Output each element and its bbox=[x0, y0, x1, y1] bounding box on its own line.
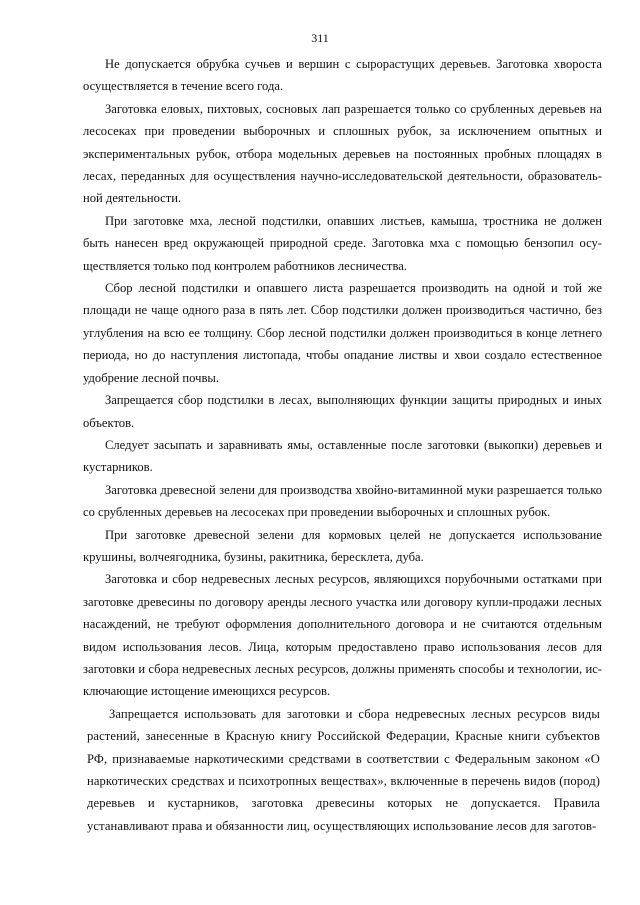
paragraph-pits: Следует засыпать и заравнивать ямы, оставленные после заготовки (выкопки) деревьев и кустарников. bbox=[83, 437, 602, 475]
paragraph-litter-prohibition: Запрещается сбор подстилки в лесах, выполняющих функции защиты природных и иных объектов. bbox=[83, 393, 602, 430]
paragraph-red-book: Запрещается использовать для заготовки и сбора недревесных лесных ресурсов виды растений, занесенные в Красную книгу Российской Федерации, Красные книги субъектов РФ, признаваемые наркотическими средствами в соответствии с Федеральным законом «О наркотических средствах и психотропных веществах», включенные в перечень видов (пород) деревьев и кустарников, заготовка древесины которых не допускается. Правила устанавливают права и обязанности лиц, осуществляющих использование лесов для заготов- bbox=[87, 706, 600, 833]
page-number: 311 bbox=[311, 31, 329, 45]
paragraph-greenery-flour: Заготовка древесной зелени для производства хвойно-витаминной муки разрешается только со срубленных деревьев на лесосеках при проведении выборочных и сплошных рубок. bbox=[83, 482, 602, 520]
paragraph-conifer-branches: Заготовка еловых, пихтовых, сосновых лап разрешается только со срубленных деревьев на лесосеках при проведении выборочных и сплошных рубок, за исключением опытных и экспериментальных рубок, отбора модельных деревьев на постоянных пробных площадях в лесах, переданных для осуществления научно-исследовательской деятельности, образовательной деятельности. bbox=[83, 101, 602, 206]
paragraph-non-timber-resources: Заготовка и сбор недревесных лесных ресурсов, являющихся порубочными остатками при заготовке древесины по договору аренды лесного участка или договору купли-продажи лесных насаждений, не требуют оформления дополнительного договора и не считаются отдельным видом использования лесов. Лица, которым предоставлено право использования лесов для заготовки и сбора недревесных лесных ресурсов, должны применять способы и технологии, исключающие истощение имеющихся ресурсов. bbox=[83, 572, 602, 699]
paragraph-moss-litter: При заготовке мха, лесной подстилки, опавших листьев, камыша, тростника не должен быть нанесен вред окружающей природной среде. Заготовка мха с помощью бензопил осуществляется только под контролем работников лесничества. bbox=[83, 213, 602, 273]
document-body bbox=[83, 53, 602, 837]
paragraph-greenery-feed: При заготовке древесной зелени для кормовых целей не допускается использование крушины, волчеягодника, бузины, ракитника, бересклета, дуба. bbox=[83, 527, 602, 564]
paragraph-litter-collection: Сбор лесной подстилки и опавшего листа разрешается производить на одной и той же площади не чаще одного раза в пять лет. Сбор подстилки должен производиться частично, без углубления на всю ее толщину. Сбор лесной подстилки должен производиться в конце летнего периода, но до наступления листопада, чтобы опадание листвы и хвои создало естественное удобрение лесной почвы. bbox=[83, 281, 602, 385]
paragraph-brushwood: Не допускается обрубка сучьев и вершин с сырорастущих деревьев. Заготовка хвороста осуществляется в течение всего года. bbox=[83, 57, 602, 94]
